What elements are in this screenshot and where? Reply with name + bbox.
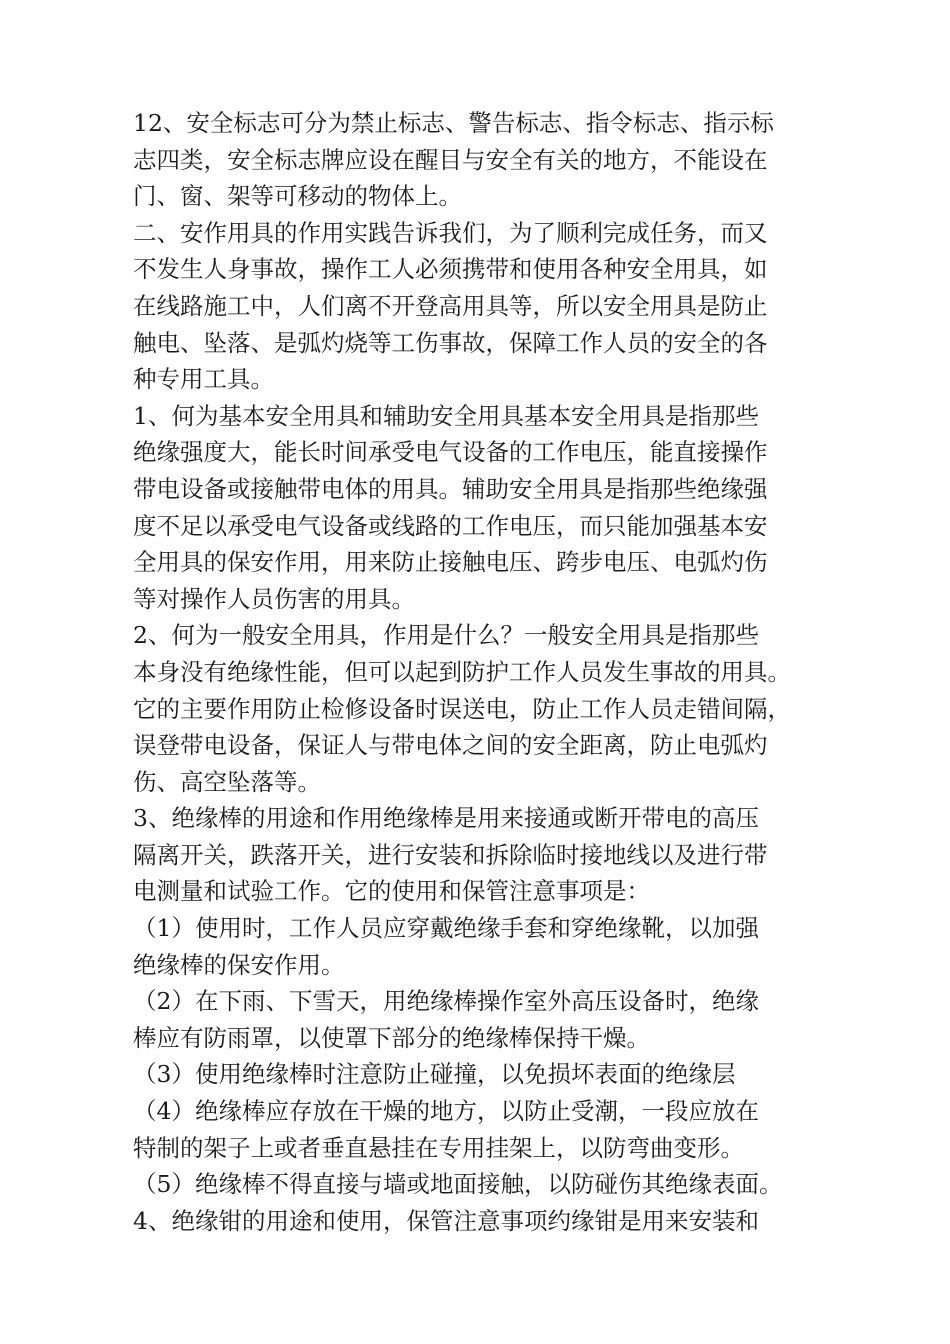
paragraph-rod-item-4: （4）绝缘棒应存放在干燥的地方，以防止受潮，一段应放在 特制的架子上或者垂直悬挂在专用挂架上，以防弯曲变形。: [133, 1097, 759, 1162]
paragraph-safety-tools-purpose: 二、安作用具的作用实践告诉我们，为了顺利完成任务，而又 不发生人身事故，操作工人必须携带和使用各种安全用具，如 在线路施工中，人们离不开登高用具等，所以安全用具是防止 触电、坠落、是弧灼烧等工伤事故，保障工作人员的安全的各 种专用工具。: [133, 218, 768, 394]
paragraph-general-safety-tools: 2、何为一般安全用具，作用是什么？一般安全用具是指那些 本身没有绝缘性能，但可以起到防护工作人员发生事故的用具。 它的主要作用防止检修设备时误送电，防止工作人员走错间隔， 误登带电设备，保证人与带电体之间的安全距离，防止电弧灼 伤、高空坠落等。: [133, 621, 791, 796]
paragraph-rod-item-5: （5）绝缘棒不得直接与墙或地面接触，以防碰伤其绝缘表面。: [133, 1170, 783, 1199]
document-body: [133, 105, 843, 1239]
paragraph-insulating-rod: 3、绝缘棒的用途和作用绝缘棒是用来接通或断开带电的高压 隔离开关，跌落开关，进行安装和拆除临时接地线以及进行带 电测量和试验工作。它的使用和保管注意事项是：: [133, 804, 768, 906]
paragraph-basic-auxiliary-tools: 1、何为基本安全用具和辅助安全用具基本安全用具是指那些 绝缘强度大，能长时间承受电气设备的工作电压，能直接操作 带电设备或接触带电体的用具。辅助安全用具是指那些绝缘强 度不足以承受电气设备或线路的工作电压，而只能加强基本安 全用具的保安作用，用来防止接触电压、跨步电压、电弧灼伤 等对操作人员伤害的用具。: [133, 401, 768, 613]
paragraph-insulating-pliers: 4、绝缘钳的用途和使用，保管注意事项约缘钳是用来安装和: [133, 1206, 759, 1235]
paragraph-rod-item-3: （3）使用绝缘棒时注意防止碰撞，以免损坏表面的绝缘层: [133, 1060, 736, 1089]
paragraph-safety-signs: 12、安全标志可分为禁止标志、警告标志、指令标志、指示标 志四类，安全标志牌应设在醒目与安全有关的地方，不能设在 门、窗、架等可移动的物体上。: [133, 109, 774, 211]
paragraph-rod-item-2: （2）在下雨、下雪天，用绝缘棒操作室外高压设备时，绝缘 棒应有防雨罩，以使罩下部分的绝缘棒保持干燥。: [133, 987, 759, 1052]
paragraph-rod-item-1: （1）使用时，工作人员应穿戴绝缘手套和穿绝缘靴，以加强 绝缘棒的保安作用。: [133, 914, 759, 979]
